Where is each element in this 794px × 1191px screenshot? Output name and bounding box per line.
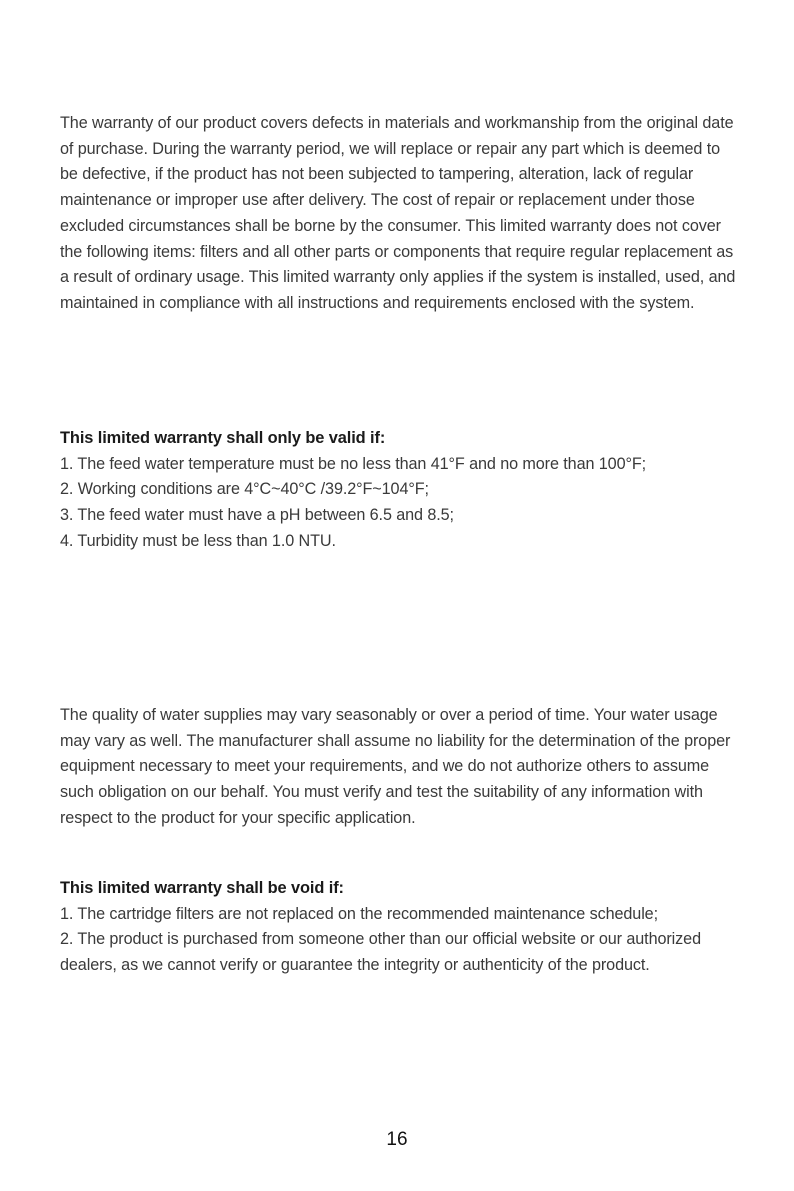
void-condition-item: 1. The cartridge filters are not replaced on the recommended maintenance schedule; (60, 904, 658, 923)
page-number: 16 (386, 1129, 408, 1150)
warranty-intro-paragraph (60, 111, 740, 317)
valid-condition-item: 3. The feed water must have a pH between 6.5 and 8.5; (60, 506, 454, 525)
void-condition-item: 2. The product is purchased from someone other than our official website or our authorized dealers, as we cannot verify or guarantee the integrity or authenticity of the product. (60, 930, 701, 975)
water-quality-text: The quality of water supplies may vary seasonably or over a period of time. Your water usage may vary as well. The manufacturer shall assume no liability for the determination of the proper equipment necessary to meet your requirements, and we do not authorize others to assume such obligation on our behalf. You must verify and test the suitability of any information with respect to the product for your specific application. (60, 706, 731, 827)
valid-condition-item: 1. The feed water temperature must be no less than 41°F and no more than 100°F; (60, 454, 647, 473)
valid-conditions-section (60, 426, 740, 555)
valid-conditions-heading: This limited warranty shall only be valid if: (60, 429, 386, 447)
valid-condition-item: 2. Working conditions are 4°C~40°C /39.2°F~104°F; (60, 480, 429, 499)
valid-condition-item: 4. Turbidity must be less than 1.0 NTU. (60, 531, 336, 550)
void-conditions-heading: This limited warranty shall be void if: (60, 879, 344, 897)
warranty-intro-text: The warranty of our product covers defects in materials and workmanship from the original date of purchase. During the warranty period, we will replace or repair any part which is deemed to be defective, if the product has not been subjected to tampering, alteration, lack of regular maintenance or improper use after delivery. The cost of repair or replacement under those excluded circumstances shall be borne by the consumer. This limited warranty does not cover the following items: filters and all other parts or components that require regular replacement as a result of ordinary usage. This limited warranty only applies if the system is installed, used, and maintained in compliance with all instructions and requirements enclosed with the system. (60, 114, 736, 312)
void-conditions-section (60, 876, 740, 979)
water-quality-paragraph (60, 703, 740, 832)
